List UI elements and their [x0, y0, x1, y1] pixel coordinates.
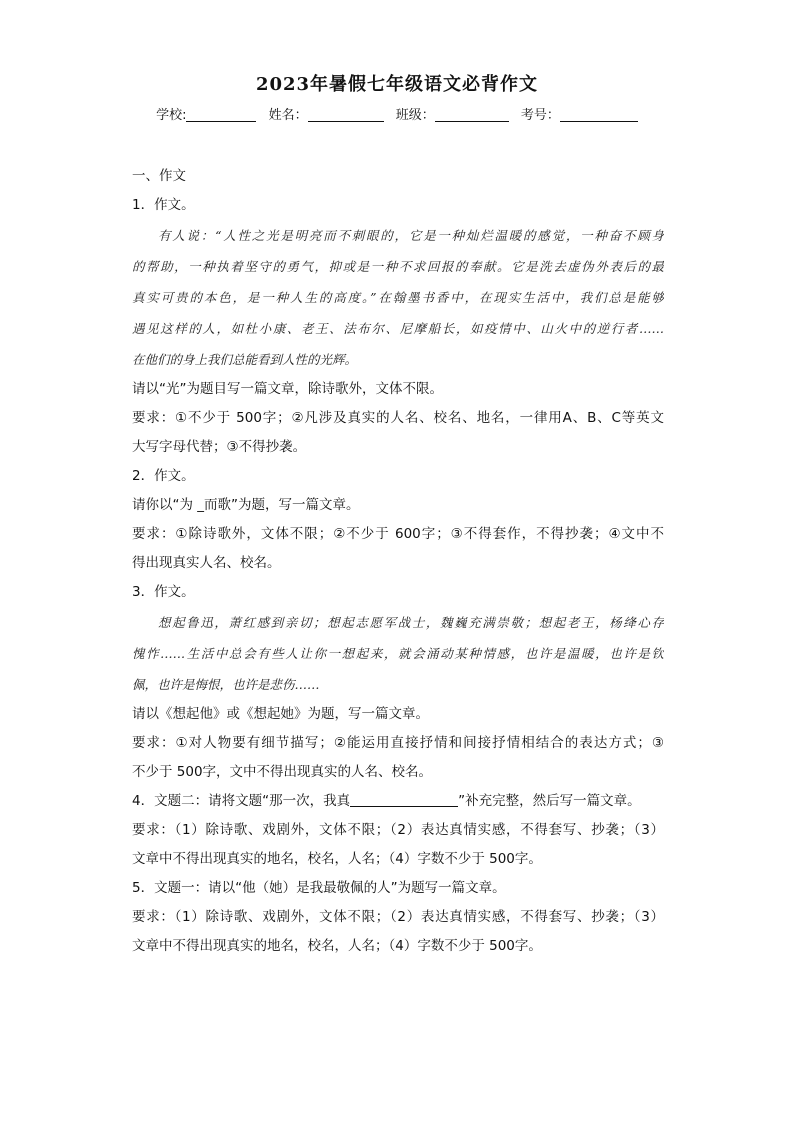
q4-title-end: ”补充完整，然后写一篇文章。 [458, 793, 641, 809]
section-heading: 一、作文 [132, 168, 186, 184]
q5-requirement-line: 要求：（1）除诗歌、戏剧外，文体不限；（2）表达真情实感，不得套写、抄袭；（3） [132, 909, 664, 925]
q2-requirement-line: 要求：①除诗歌外，文体不限；②不少于 600字；③不得套作，不得抄袭；④文中不 [132, 526, 664, 542]
q4-fill-blank[interactable] [350, 793, 458, 807]
exam-no-label: 考号： [520, 108, 560, 123]
q3-quote-line: 愧怍……生活中总会有些人让你一想起来，就会涌动某种情感，也许是温暖，也许是钦 [132, 646, 664, 661]
q1-prompt: 请以“光”为题目写一篇文章，除诗歌外，文体不限。 [132, 381, 443, 397]
q5-requirement-line: 文章中不得出现真实的地名，校名，人名；（4）字数不少于 500字。 [132, 938, 542, 954]
q4-title-start: 4．文题二：请将文题“那一次，我真 [132, 793, 351, 809]
name-label: 姓名： [268, 108, 308, 123]
q3-quote-line: 佩，也许是悔恨，也许是悲伤…… [132, 677, 320, 692]
q4-title-line [132, 787, 664, 816]
student-info-row [0, 104, 794, 123]
school-label: 学校: [156, 108, 187, 123]
q1-quote-line: 有人说：“人性之光是明亮而不刺眼的，它是一种灿烂温暖的感觉，一种奋不顾身 [158, 228, 664, 243]
q3-number: 3．作文。 [132, 584, 195, 600]
q4-requirement-line: 文章中不得出现真实的地名，校名，人名；（4）字数不少于 500字。 [132, 851, 542, 867]
q3-prompt: 请以《想起他》或《想起她》为题，写一篇文章。 [132, 706, 429, 722]
class-field [396, 104, 509, 123]
name-blank[interactable] [308, 107, 384, 122]
q4-requirement-line: 要求：（1）除诗歌、戏剧外，文体不限；（2）表达真情实感，不得套写、抄袭；（3） [132, 822, 664, 838]
page-title: 2023年暑假七年级语文必背作文 [255, 74, 539, 95]
name-field [269, 104, 384, 123]
q1-quote-line: 在他们的身上我们总能看到人性的光辉。 [132, 352, 358, 367]
q1-quote-line: 的帮助，一种执着坚守的勇气，抑或是一种不求回报的奉献。它是洗去虚伪外表后的最 [132, 259, 664, 274]
q1-number: 1．作文。 [132, 197, 195, 213]
q2-requirement-line: 得出现真实人名、校名。 [132, 555, 281, 571]
q3-requirement-line: 要求：①对人物要有细节描写；②能运用直接抒情和间接抒情相结合的表达方式；③ [132, 735, 664, 751]
exam-no-blank[interactable] [560, 107, 638, 122]
q3-requirement-line: 不少于 500字，文中不得出现真实的人名、校名。 [132, 764, 433, 780]
q5-title-line: 5．文题一：请以“他（她）是我最敬佩的人”为题写一篇文章。 [132, 880, 506, 896]
q2-prompt: 请你以“为 _而歌”为题，写一篇文章。 [132, 497, 360, 513]
document-body [132, 162, 664, 961]
q1-quote-line: 遇见这样的人，如杜小康、老王、法布尔、尼摩船长，如疫情中、山火中的逆行者…… [132, 321, 664, 336]
q1-requirement-line: 大写字母代替；③不得抄袭。 [132, 439, 307, 455]
school-blank[interactable] [186, 107, 256, 122]
q1-quote-line: 真实可贵的本色，是一种人生的高度。”在翰墨书香中，在现实生活中，我们总是能够 [132, 290, 664, 305]
exam-no-field [521, 104, 638, 123]
class-blank[interactable] [435, 107, 509, 122]
q2-number: 2．作文。 [132, 468, 195, 484]
school-field [156, 104, 256, 123]
class-label: 班级： [395, 108, 435, 123]
q1-requirement-line: 要求：①不少于 500字；②凡涉及真实的人名、校名、地名，一律用A、B、C等英文 [132, 410, 664, 426]
q3-quote-line: 想起鲁迅，萧红感到亲切；想起志愿军战士，魏巍充满崇敬；想起老王，杨绛心存 [158, 615, 664, 630]
